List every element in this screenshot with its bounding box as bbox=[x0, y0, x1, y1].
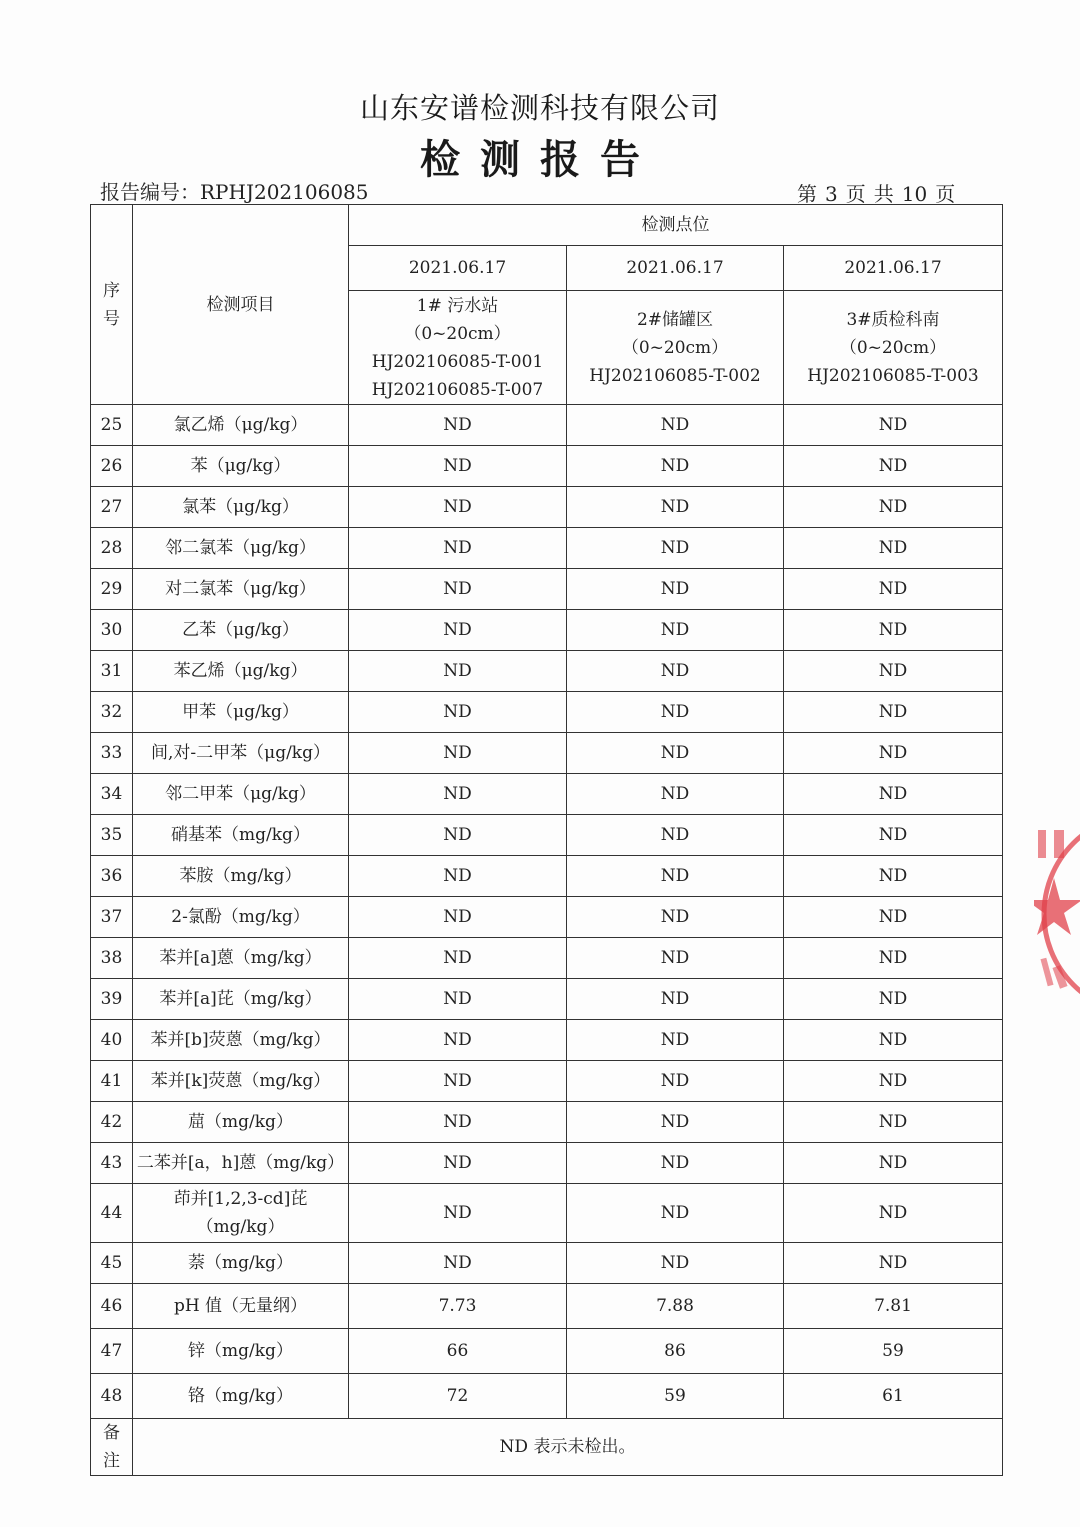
row-number: 32 bbox=[91, 692, 133, 733]
row-number: 44 bbox=[91, 1184, 133, 1243]
row-number: 31 bbox=[91, 651, 133, 692]
table-row bbox=[91, 610, 1003, 651]
result-value: ND bbox=[784, 1102, 1003, 1143]
table-row bbox=[91, 897, 1003, 938]
table-row bbox=[91, 1374, 1003, 1419]
test-item: 对二氯苯（μg/kg） bbox=[133, 569, 349, 610]
test-item: 邻二甲苯（μg/kg） bbox=[133, 774, 349, 815]
table-row bbox=[91, 651, 1003, 692]
test-item: 萘（mg/kg） bbox=[133, 1243, 349, 1284]
site-cell-2 bbox=[567, 291, 784, 405]
test-item: 苯并[a]芘（mg/kg） bbox=[133, 979, 349, 1020]
test-item: 二苯并[a，h]蒽（mg/kg） bbox=[133, 1143, 349, 1184]
result-value: ND bbox=[349, 815, 567, 856]
result-value: ND bbox=[567, 1184, 784, 1243]
sample-id: HJ202106085-T-007 bbox=[371, 379, 544, 400]
test-item: 铬（mg/kg） bbox=[133, 1374, 349, 1419]
table-row bbox=[91, 446, 1003, 487]
table-row bbox=[91, 1243, 1003, 1284]
result-value: ND bbox=[349, 610, 567, 651]
test-item: 锌（mg/kg） bbox=[133, 1329, 349, 1374]
result-value: 7.73 bbox=[349, 1284, 567, 1329]
results-table bbox=[90, 204, 1003, 1476]
test-item: 苯（μg/kg） bbox=[133, 446, 349, 487]
row-number: 36 bbox=[91, 856, 133, 897]
test-item: 䓛（mg/kg） bbox=[133, 1102, 349, 1143]
result-value: ND bbox=[349, 569, 567, 610]
result-value: ND bbox=[567, 1143, 784, 1184]
result-value: ND bbox=[784, 774, 1003, 815]
result-value: ND bbox=[349, 938, 567, 979]
result-value: ND bbox=[349, 405, 567, 446]
result-value: ND bbox=[784, 651, 1003, 692]
table-row bbox=[91, 528, 1003, 569]
result-value: ND bbox=[567, 610, 784, 651]
result-value: ND bbox=[567, 651, 784, 692]
row-number: 41 bbox=[91, 1061, 133, 1102]
result-value: ND bbox=[567, 938, 784, 979]
result-value: ND bbox=[567, 569, 784, 610]
result-value: ND bbox=[567, 979, 784, 1020]
row-number: 29 bbox=[91, 569, 133, 610]
row-number: 46 bbox=[91, 1284, 133, 1329]
row-number: 43 bbox=[91, 1143, 133, 1184]
result-value: ND bbox=[784, 1020, 1003, 1061]
result-value: ND bbox=[784, 897, 1003, 938]
date-cell: 2021.06.17 bbox=[567, 246, 784, 291]
test-item: 苯并[a]蒽（mg/kg） bbox=[133, 938, 349, 979]
seq-header-char: 号 bbox=[103, 308, 120, 329]
table-row bbox=[91, 1102, 1003, 1143]
test-item: 甲苯（μg/kg） bbox=[133, 692, 349, 733]
location-header: 检测点位 bbox=[349, 205, 1003, 246]
row-number: 27 bbox=[91, 487, 133, 528]
row-number: 34 bbox=[91, 774, 133, 815]
header-row-location bbox=[91, 205, 1003, 246]
table-row bbox=[91, 1143, 1003, 1184]
result-value: ND bbox=[567, 774, 784, 815]
test-item: 硝基苯（mg/kg） bbox=[133, 815, 349, 856]
remark-label-char: 备 bbox=[103, 1423, 120, 1443]
row-number: 26 bbox=[91, 446, 133, 487]
company-seal bbox=[1034, 808, 1080, 1020]
test-item: 苯并[b]荧蒽（mg/kg） bbox=[133, 1020, 349, 1061]
result-value: ND bbox=[349, 692, 567, 733]
row-number: 35 bbox=[91, 815, 133, 856]
site-depth: （0~20cm） bbox=[839, 337, 947, 358]
row-number: 40 bbox=[91, 1020, 133, 1061]
result-value: ND bbox=[567, 446, 784, 487]
result-value: ND bbox=[784, 528, 1003, 569]
result-value: ND bbox=[784, 938, 1003, 979]
row-number: 28 bbox=[91, 528, 133, 569]
table-row bbox=[91, 1329, 1003, 1374]
test-item: 乙苯（μg/kg） bbox=[133, 610, 349, 651]
result-value: ND bbox=[567, 1243, 784, 1284]
result-value: 72 bbox=[349, 1374, 567, 1419]
result-value: ND bbox=[567, 1102, 784, 1143]
test-item: 间,对-二甲苯（μg/kg） bbox=[133, 733, 349, 774]
remark-label-char: 注 bbox=[103, 1451, 120, 1471]
result-value: ND bbox=[567, 815, 784, 856]
remark-text: ND 表示未检出。 bbox=[133, 1419, 1003, 1476]
row-number: 38 bbox=[91, 938, 133, 979]
site-cell-1 bbox=[349, 291, 567, 405]
test-item: 邻二氯苯（μg/kg） bbox=[133, 528, 349, 569]
table-row bbox=[91, 1061, 1003, 1102]
table-row bbox=[91, 815, 1003, 856]
page-current: 3 bbox=[825, 182, 838, 206]
site-cell-3 bbox=[784, 291, 1003, 405]
page-prefix: 第 bbox=[797, 182, 817, 206]
result-value: ND bbox=[784, 1243, 1003, 1284]
site-name: 3#质检科南 bbox=[846, 309, 940, 330]
result-value: ND bbox=[349, 651, 567, 692]
seq-header bbox=[91, 205, 133, 405]
page-total: 10 bbox=[901, 182, 928, 206]
row-number: 47 bbox=[91, 1329, 133, 1374]
result-value: ND bbox=[784, 979, 1003, 1020]
result-value: ND bbox=[349, 979, 567, 1020]
row-number: 25 bbox=[91, 405, 133, 446]
result-value: ND bbox=[567, 487, 784, 528]
remark-row bbox=[91, 1419, 1003, 1476]
table-row bbox=[91, 405, 1003, 446]
result-value: 7.88 bbox=[567, 1284, 784, 1329]
result-value: ND bbox=[349, 1243, 567, 1284]
page-suffix: 页 bbox=[935, 182, 956, 206]
test-item: 氯苯（μg/kg） bbox=[133, 487, 349, 528]
row-number: 33 bbox=[91, 733, 133, 774]
result-value: ND bbox=[784, 733, 1003, 774]
site-depth: （0~20cm） bbox=[404, 323, 511, 344]
company-name: 山东安谱检测科技有限公司 bbox=[359, 91, 720, 125]
table-row bbox=[91, 569, 1003, 610]
result-value: ND bbox=[349, 897, 567, 938]
result-value: 59 bbox=[784, 1329, 1003, 1374]
row-number: 39 bbox=[91, 979, 133, 1020]
page-indicator bbox=[793, 178, 959, 207]
result-value: ND bbox=[784, 692, 1003, 733]
result-value: 59 bbox=[567, 1374, 784, 1419]
row-number: 42 bbox=[91, 1102, 133, 1143]
report-number-label: 报告编号： bbox=[100, 180, 200, 204]
test-item: 苯并[k]荧蒽（mg/kg） bbox=[133, 1061, 349, 1102]
result-value: ND bbox=[567, 897, 784, 938]
result-value: ND bbox=[349, 1061, 567, 1102]
table-row bbox=[91, 774, 1003, 815]
site-name: 2#储罐区 bbox=[636, 309, 714, 330]
sample-id: HJ202106085-T-002 bbox=[589, 365, 761, 386]
document-title: 检测报告 bbox=[420, 136, 660, 183]
result-value: ND bbox=[567, 528, 784, 569]
result-value: ND bbox=[784, 1184, 1003, 1243]
table-row bbox=[91, 692, 1003, 733]
result-value: 86 bbox=[567, 1329, 784, 1374]
result-value: ND bbox=[349, 774, 567, 815]
report-number bbox=[100, 176, 369, 205]
date-cell: 2021.06.17 bbox=[349, 246, 567, 291]
table-row bbox=[91, 979, 1003, 1020]
result-value: ND bbox=[349, 1020, 567, 1061]
site-depth: （0~20cm） bbox=[621, 337, 729, 358]
sample-id: HJ202106085-T-003 bbox=[807, 365, 979, 386]
result-value: 66 bbox=[349, 1329, 567, 1374]
result-value: ND bbox=[349, 487, 567, 528]
result-value: ND bbox=[784, 1143, 1003, 1184]
row-number: 30 bbox=[91, 610, 133, 651]
table-row bbox=[91, 1020, 1003, 1061]
result-value: ND bbox=[784, 405, 1003, 446]
sample-id: HJ202106085-T-001 bbox=[371, 351, 544, 372]
result-value: ND bbox=[784, 815, 1003, 856]
table-row bbox=[91, 487, 1003, 528]
test-item: 苯胺（mg/kg） bbox=[133, 856, 349, 897]
result-value: ND bbox=[349, 733, 567, 774]
table-row bbox=[91, 856, 1003, 897]
result-value: ND bbox=[567, 405, 784, 446]
result-value: ND bbox=[567, 1020, 784, 1061]
test-item-line: 茚并[1,2,3-cd]芘 bbox=[173, 1189, 308, 1209]
site-name: 1# 污水站 bbox=[416, 295, 499, 316]
seq-header-char: 序 bbox=[103, 280, 120, 301]
result-value: ND bbox=[567, 1061, 784, 1102]
test-item: 苯乙烯（μg/kg） bbox=[133, 651, 349, 692]
row-number: 37 bbox=[91, 897, 133, 938]
result-value: ND bbox=[784, 569, 1003, 610]
table-row bbox=[91, 938, 1003, 979]
test-item bbox=[133, 1184, 349, 1243]
result-value: ND bbox=[784, 487, 1003, 528]
table-row bbox=[91, 733, 1003, 774]
result-value: ND bbox=[349, 1102, 567, 1143]
result-value: ND bbox=[784, 1061, 1003, 1102]
result-value: ND bbox=[349, 446, 567, 487]
result-value: ND bbox=[349, 1184, 567, 1243]
result-value: ND bbox=[784, 446, 1003, 487]
item-header: 检测项目 bbox=[133, 205, 349, 405]
result-value: 61 bbox=[784, 1374, 1003, 1419]
test-item: 氯乙烯（μg/kg） bbox=[133, 405, 349, 446]
result-value: ND bbox=[784, 856, 1003, 897]
result-value: ND bbox=[784, 610, 1003, 651]
date-cell: 2021.06.17 bbox=[784, 246, 1003, 291]
result-value: ND bbox=[567, 856, 784, 897]
report-number-value: RPHJ202106085 bbox=[200, 180, 369, 204]
result-value: 7.81 bbox=[784, 1284, 1003, 1329]
row-number: 45 bbox=[91, 1243, 133, 1284]
page-mid1: 页 bbox=[845, 182, 866, 206]
page-mid2: 共 bbox=[873, 182, 894, 206]
test-item: pH 值（无量纲） bbox=[133, 1284, 349, 1329]
result-value: ND bbox=[349, 528, 567, 569]
result-value: ND bbox=[349, 856, 567, 897]
table-row bbox=[91, 1184, 1003, 1243]
result-value: ND bbox=[567, 733, 784, 774]
table-row bbox=[91, 1284, 1003, 1329]
row-number: 48 bbox=[91, 1374, 133, 1419]
test-item-unit: （mg/kg） bbox=[196, 1217, 285, 1237]
remark-label bbox=[91, 1419, 133, 1476]
test-item: 2-氯酚（mg/kg） bbox=[133, 897, 349, 938]
result-value: ND bbox=[349, 1143, 567, 1184]
result-value: ND bbox=[567, 692, 784, 733]
